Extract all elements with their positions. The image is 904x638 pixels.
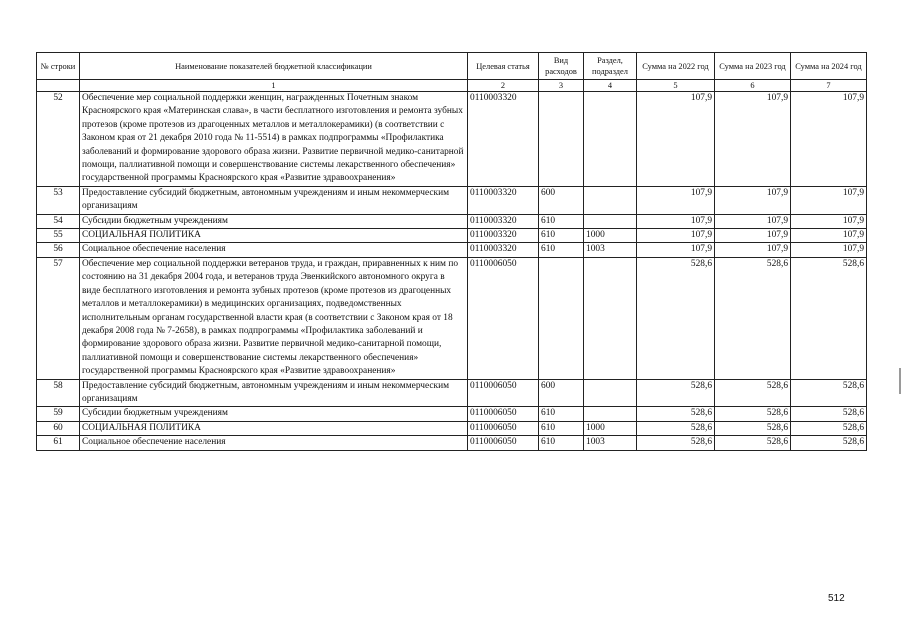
section-code: 1003 [584, 243, 637, 257]
sum-2024: 528,6 [791, 379, 867, 407]
sum-2024: 107,9 [791, 214, 867, 228]
column-number: 2 [468, 80, 539, 92]
sum-2024: 528,6 [791, 257, 867, 379]
header-section: Раздел, подраздел [584, 53, 637, 80]
column-number: 1 [80, 80, 468, 92]
expense-type: 610 [539, 243, 584, 257]
row-number: 56 [37, 243, 80, 257]
section-code [584, 257, 637, 379]
sum-2023: 107,9 [715, 186, 791, 214]
sum-2023: 107,9 [715, 214, 791, 228]
table-row [37, 379, 867, 407]
table-body [37, 92, 867, 451]
target-article: 0110006050 [468, 407, 539, 421]
expense-type: 600 [539, 379, 584, 407]
sum-2023: 528,6 [715, 379, 791, 407]
target-article: 0110003320 [468, 92, 539, 187]
target-article: 0110006050 [468, 257, 539, 379]
column-number: 6 [715, 80, 791, 92]
target-article: 0110006050 [468, 421, 539, 435]
section-code: 1003 [584, 436, 637, 450]
sum-2024: 107,9 [791, 186, 867, 214]
row-number: 57 [37, 257, 80, 379]
section-code [584, 214, 637, 228]
table-header [37, 53, 867, 92]
row-number: 54 [37, 214, 80, 228]
sum-2024: 107,9 [791, 243, 867, 257]
indicator-name: СОЦИАЛЬНАЯ ПОЛИТИКА [80, 229, 468, 243]
sum-2023: 107,9 [715, 229, 791, 243]
row-number: 52 [37, 92, 80, 187]
page-number: 512 [828, 593, 845, 604]
table-row [37, 243, 867, 257]
column-number: 7 [791, 80, 867, 92]
column-number [37, 80, 80, 92]
expense-type: 610 [539, 214, 584, 228]
sum-2022: 528,6 [637, 379, 715, 407]
target-article: 0110003320 [468, 186, 539, 214]
row-number: 61 [37, 436, 80, 450]
indicator-name: Субсидии бюджетным учреждениям [80, 407, 468, 421]
section-code [584, 92, 637, 187]
row-number: 60 [37, 421, 80, 435]
sum-2024: 528,6 [791, 407, 867, 421]
section-code: 1000 [584, 421, 637, 435]
sum-2023: 528,6 [715, 421, 791, 435]
table-row [37, 214, 867, 228]
sum-2022: 107,9 [637, 243, 715, 257]
table-row [37, 407, 867, 421]
target-article: 0110003320 [468, 229, 539, 243]
header-sum-2024: Сумма на 2024 год [791, 53, 867, 80]
sum-2024: 107,9 [791, 229, 867, 243]
sum-2022: 107,9 [637, 229, 715, 243]
sum-2022: 528,6 [637, 436, 715, 450]
sum-2022: 107,9 [637, 214, 715, 228]
section-code: 1000 [584, 229, 637, 243]
sum-2023: 107,9 [715, 92, 791, 187]
sum-2023: 107,9 [715, 243, 791, 257]
header-indicator-name: Наименование показателей бюджетной классификации [80, 53, 468, 80]
row-number: 59 [37, 407, 80, 421]
section-code [584, 379, 637, 407]
header-row-number: № строки [37, 53, 80, 80]
sum-2022: 528,6 [637, 421, 715, 435]
header-sum-2022: Сумма на 2022 год [637, 53, 715, 80]
section-code [584, 407, 637, 421]
header-sum-2023: Сумма на 2023 год [715, 53, 791, 80]
expense-type [539, 257, 584, 379]
table-row [37, 92, 867, 187]
indicator-name: Социальное обеспечение населения [80, 243, 468, 257]
section-code [584, 186, 637, 214]
header-row [37, 53, 867, 80]
expense-type: 610 [539, 421, 584, 435]
target-article: 0110003320 [468, 243, 539, 257]
row-number: 58 [37, 379, 80, 407]
sum-2023: 528,6 [715, 257, 791, 379]
sum-2022: 528,6 [637, 257, 715, 379]
indicator-name: Предоставление субсидий бюджетным, автономным учреждениям и иным некоммерческим организациям [80, 186, 468, 214]
sum-2024: 528,6 [791, 421, 867, 435]
target-article: 0110006050 [468, 379, 539, 407]
indicator-name: СОЦИАЛЬНАЯ ПОЛИТИКА [80, 421, 468, 435]
target-article: 0110006050 [468, 436, 539, 450]
indicator-name: Субсидии бюджетным учреждениям [80, 214, 468, 228]
target-article: 0110003320 [468, 214, 539, 228]
expense-type: 610 [539, 436, 584, 450]
indicator-name: Обеспечение мер социальной поддержки женщин, награжденных Почетным знаком Красноярского края «Материнская слава», в части бесплатного изготовления и ремонта зубных протезов (кроме протезов из драгоценных металлов и металлокерамики) (в соответствии с Законом края от 21 декабря 2010 года № 11-5514) в рамках подпрограммы «Профилактика заболеваний и формирование здорового образа жизни. Развитие первичной медико-санитарной помощи, паллиативной помощи и совершенствование системы лекарственного обеспечения» государственной программы Красноярского края «Развитие здравоохранения» [80, 92, 468, 187]
header-target-article: Целевая статья [468, 53, 539, 80]
indicator-name: Предоставление субсидий бюджетным, автономным учреждениям и иным некоммерческим организациям [80, 379, 468, 407]
sum-2022: 107,9 [637, 92, 715, 187]
table-row [37, 186, 867, 214]
sum-2023: 528,6 [715, 407, 791, 421]
header-expense-type: Вид расходов [539, 53, 584, 80]
sum-2024: 528,6 [791, 436, 867, 450]
expense-type [539, 92, 584, 187]
table-row [37, 421, 867, 435]
scan-edge-mark [899, 368, 901, 394]
indicator-name: Обеспечение мер социальной поддержки ветеранов труда, и граждан, приравненных к ним по состоянию на 31 декабря 2004 года, и ветеранов труда Эвенкийского автономного округа в виде бесплатного изготовления и ремонта зубных протезов (кроме протезов из драгоценных металлов и металлокерамики) в медицинских организациях, подведомственных исполнительным органам государственной власти края (в соответствии с Законом края от 18 декабря 2008 года № 7-2658), в рамках подпрограммы «Профилактика заболеваний и формирование здорового образа жизни. Развитие первичной медико-санитарной помощи, паллиативной помощи и совершенствование системы лекарственного обеспечения» государственной программы Красноярского края «Развитие здравоохранения» [80, 257, 468, 379]
column-number: 4 [584, 80, 637, 92]
table-row [37, 257, 867, 379]
column-number: 3 [539, 80, 584, 92]
sum-2022: 528,6 [637, 407, 715, 421]
column-number: 5 [637, 80, 715, 92]
table-row [37, 229, 867, 243]
expense-type: 600 [539, 186, 584, 214]
column-number-row [37, 80, 867, 92]
sum-2023: 528,6 [715, 436, 791, 450]
indicator-name: Социальное обеспечение населения [80, 436, 468, 450]
budget-table [36, 52, 867, 451]
table-row [37, 436, 867, 450]
row-number: 55 [37, 229, 80, 243]
sum-2022: 107,9 [637, 186, 715, 214]
expense-type: 610 [539, 407, 584, 421]
expense-type: 610 [539, 229, 584, 243]
row-number: 53 [37, 186, 80, 214]
sum-2024: 107,9 [791, 92, 867, 187]
